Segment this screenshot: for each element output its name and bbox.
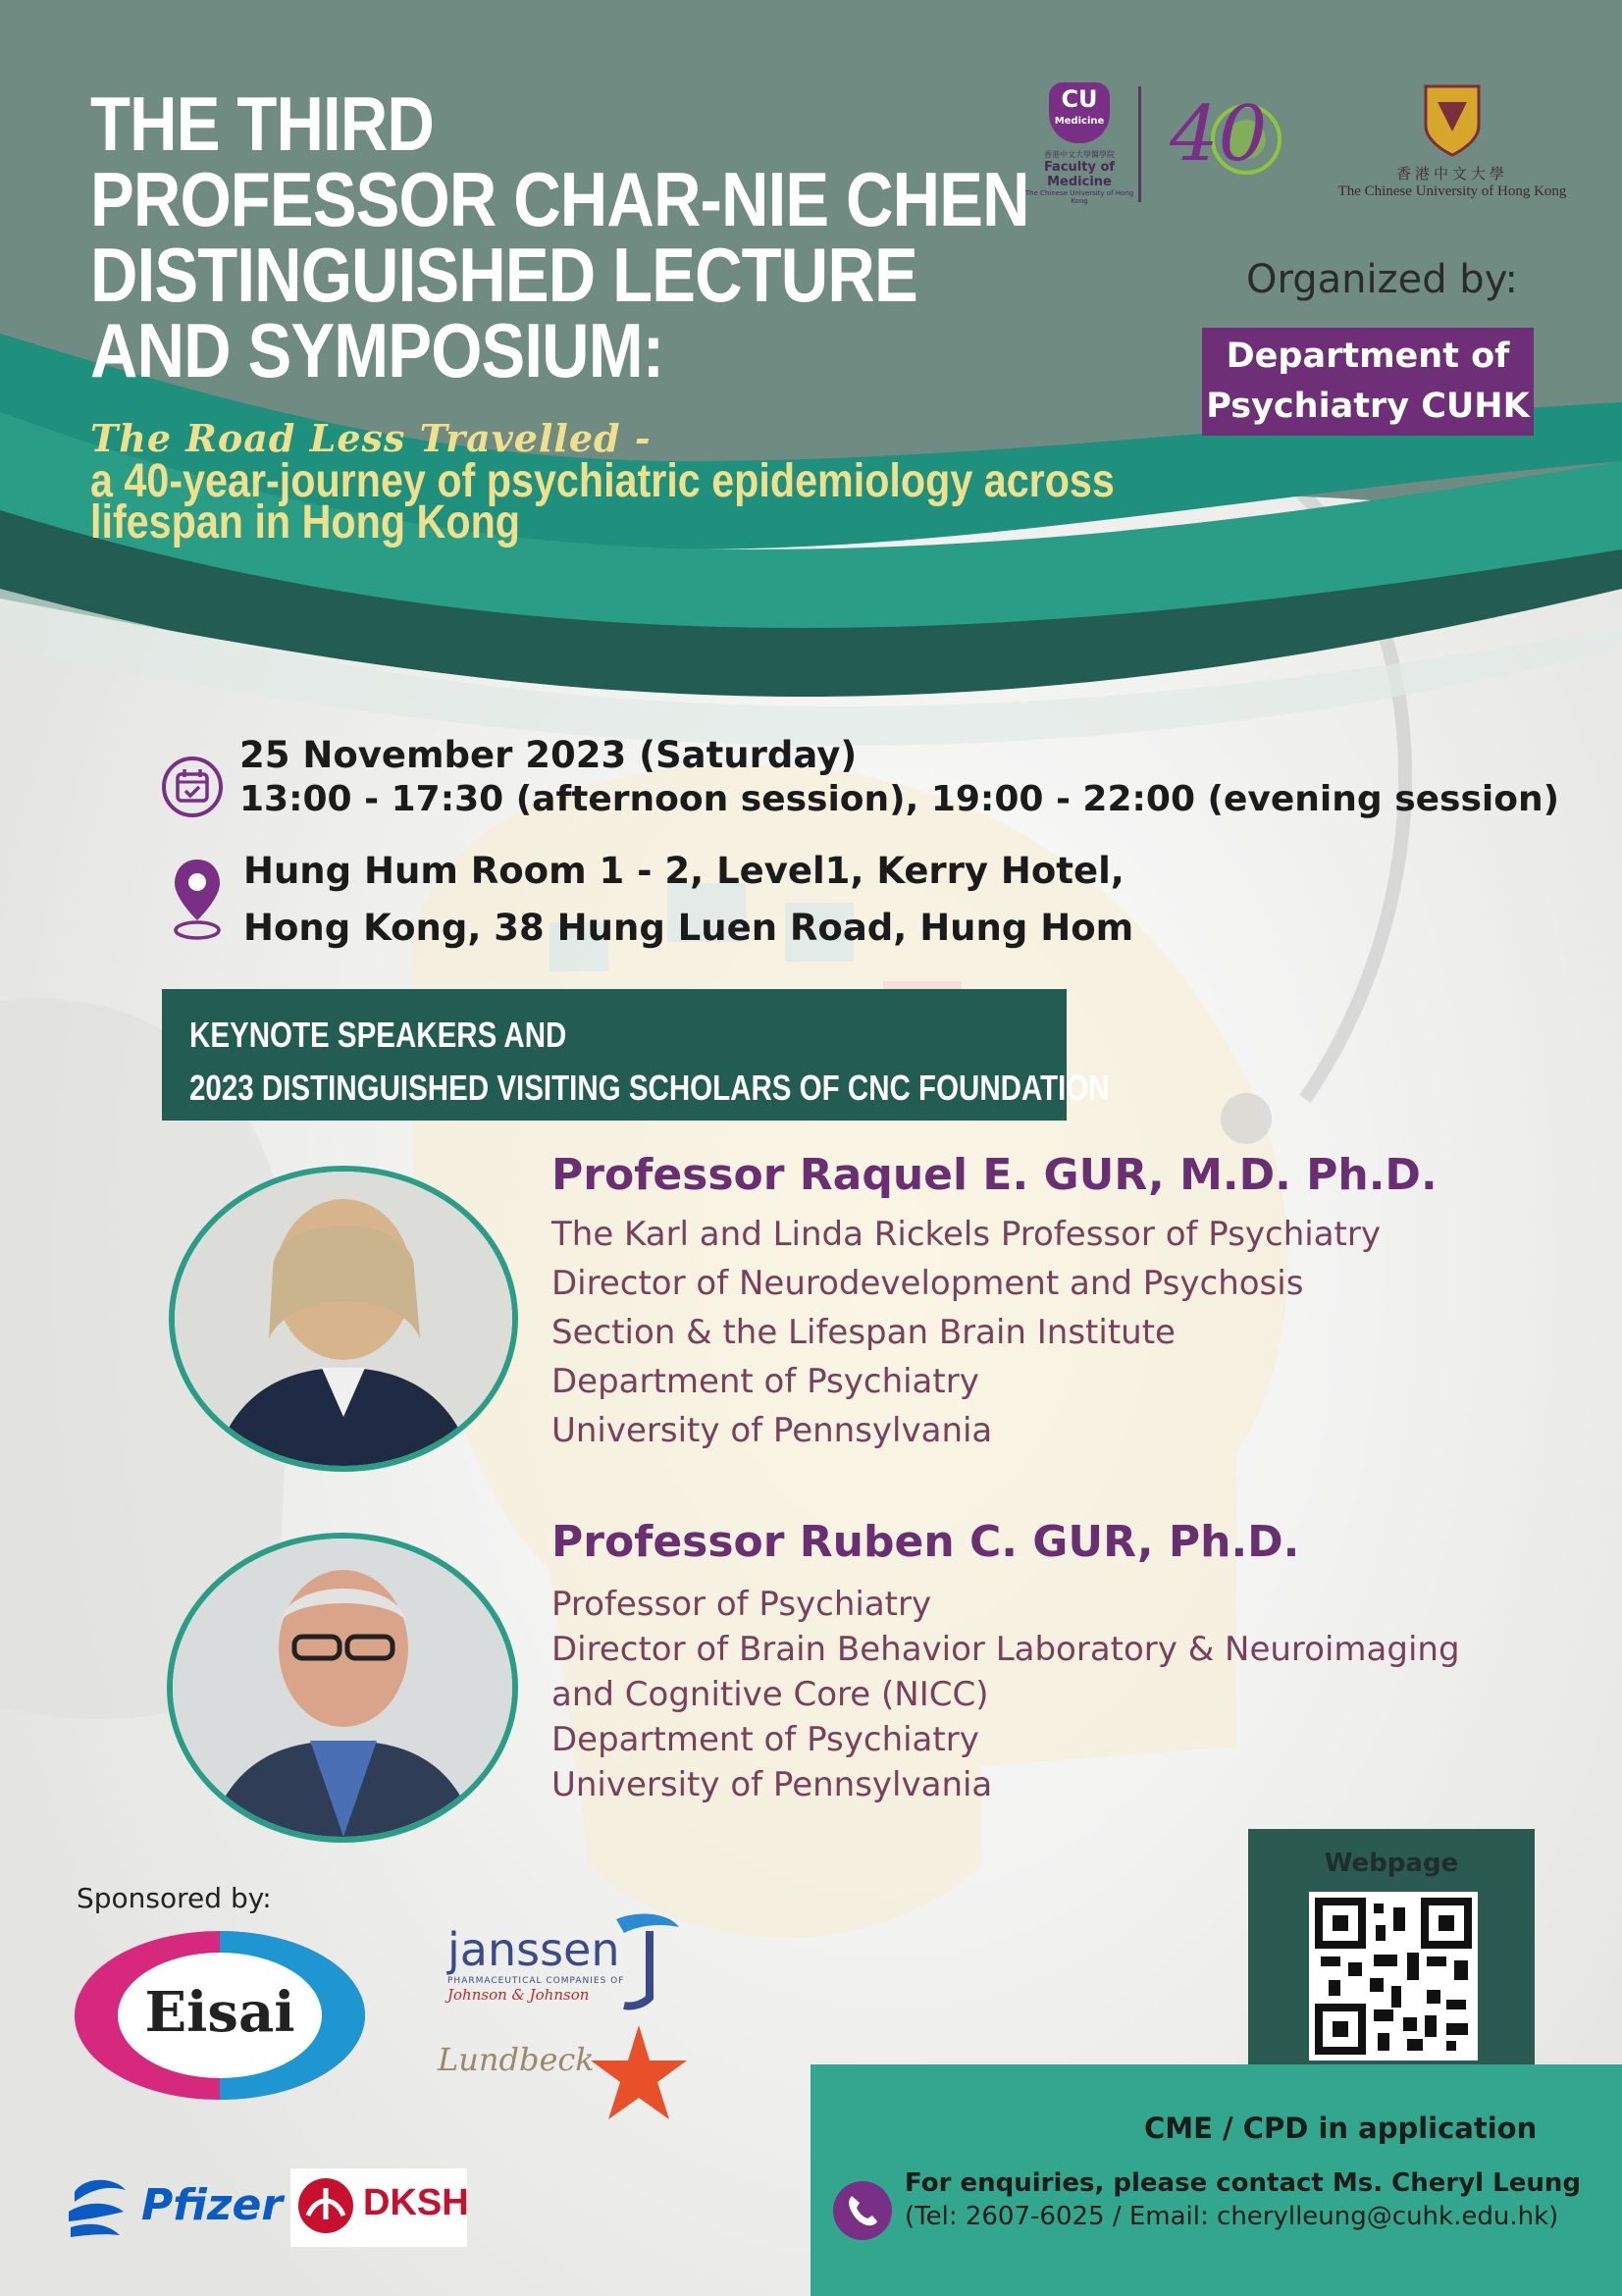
- enquiry-text: For enquiries, please contact Ms. Cheryl Leung: [905, 2168, 1581, 2198]
- organizer-line-2: Psychiatry CUHK: [1206, 387, 1530, 426]
- organizer-line-1: Department of: [1226, 337, 1510, 376]
- cme-text: CME / CPD in application: [1144, 2112, 1538, 2145]
- speaker-1-details: [551, 1210, 1381, 1455]
- pfizer-logo: Pfizer: [65, 2172, 261, 2251]
- lundbeck-logo: Lundbeck: [438, 2041, 595, 2078]
- title-line-2: PROFESSOR CHAR-NIE CHEN: [90, 156, 1029, 242]
- speaker-1-line-4: Department of Psychiatry: [551, 1362, 979, 1401]
- dksh-logo: DKSH: [290, 2168, 467, 2247]
- title-line-1: THE THIRD: [90, 80, 435, 167]
- webpage-label: Webpage: [1324, 1849, 1459, 1878]
- keynote-banner: [162, 989, 1110, 1121]
- starfish-icon: [585, 2021, 693, 2129]
- qr-code-icon[interactable]: [1309, 1892, 1478, 2061]
- pfizer-helix-icon: [65, 2172, 130, 2241]
- speaker-2-line-3: and Cognitive Core (NICC): [551, 1675, 989, 1714]
- speaker-1-line-3: Section & the Lifespan Brain Institute: [551, 1313, 1176, 1352]
- speaker-2-details: [551, 1582, 1460, 1807]
- organized-by-label: Organized by:: [1246, 257, 1518, 302]
- speaker-2-line-4: Department of Psychiatry: [551, 1720, 979, 1759]
- cu-medicine-logo: CU Medicine 香港中文大學醫學院 Faculty of Medicine The Chinese University of Hong Kong: [1020, 82, 1138, 210]
- subtitle: [90, 455, 1282, 548]
- event-time: 13:00 - 17:30 (afternoon session), 19:00 - 22:00 (evening session): [239, 779, 1560, 819]
- subtitle-italic: The Road Less Travelled -: [90, 416, 652, 460]
- speaker-1-name: Professor Raquel E. GUR, M.D. Ph.D.: [551, 1150, 1438, 1200]
- venue-line-2: Hong Kong, 38 Hung Luen Road, Hung Hom: [243, 907, 1134, 949]
- event-date: 25 November 2023 (Saturday): [239, 734, 858, 776]
- cuhk-logo: 香港中文大學 The Chinese University of Hong Kong: [1334, 82, 1570, 210]
- anniversary-40-logo: 40: [1164, 84, 1291, 202]
- speaker-2-photo: [167, 1533, 518, 1843]
- venue-line-1: Hung Hum Room 1 - 2, Level1, Kerry Hotel,: [243, 850, 1125, 892]
- calendar-icon: [161, 756, 224, 818]
- phone-icon: [832, 2180, 893, 2241]
- location-pin-icon: [169, 856, 226, 942]
- speaker-1-line-1: The Karl and Linda Rickels Professor of Psychiatry: [551, 1215, 1381, 1254]
- title-line-3: DISTINGUISHED LECTURE: [90, 232, 917, 318]
- event-title: [90, 80, 1181, 393]
- speaker-2-line-5: University of Pennsylvania: [551, 1765, 993, 1804]
- dksh-emblem-icon: [296, 2176, 355, 2235]
- subtitle-line-1: a 40-year-journey of psychiatric epidemiology across: [90, 455, 1115, 507]
- cuhk-crest-icon: [1418, 82, 1487, 159]
- keynote-line-2: 2023 DISTINGUISHED VISITING SCHOLARS OF CNC FOUNDATION: [189, 1068, 1110, 1108]
- speaker-2-line-2: Director of Brain Behavior Laboratory & Neuroimaging: [551, 1630, 1460, 1669]
- enquiry-contact: (Tel: 2607-6025 / Email: cherylleung@cuhk.edu.hk): [905, 2202, 1559, 2231]
- speaker-2-name: Professor Ruben C. GUR, Ph.D.: [551, 1517, 1300, 1567]
- speaker-2-line-1: Professor of Psychiatry: [551, 1585, 932, 1624]
- title-line-4: AND SYMPOSIUM:: [90, 307, 664, 393]
- speaker-1-photo: [169, 1166, 518, 1472]
- eisai-logo: Eisai: [73, 1929, 367, 2102]
- sponsored-by-label: Sponsored by:: [77, 1882, 272, 1914]
- janssen-logo: janssen PHARMACEUTICAL COMPANIES OF Johnson & Johnson: [447, 1923, 625, 2004]
- speaker-1-line-5: University of Pennsylvania: [551, 1411, 993, 1450]
- janssen-swoosh-icon: [610, 1909, 685, 2011]
- keynote-line-1: KEYNOTE SPEAKERS AND: [189, 1015, 567, 1055]
- organizer-department-box: [1202, 328, 1534, 436]
- subtitle-line-2: lifespan in Hong Kong: [90, 496, 520, 548]
- speaker-1-line-2: Director of Neurodevelopment and Psychosis: [551, 1264, 1304, 1303]
- logo-divider: [1138, 86, 1141, 202]
- cu-medicine-badge: CU Medicine: [1049, 82, 1110, 143]
